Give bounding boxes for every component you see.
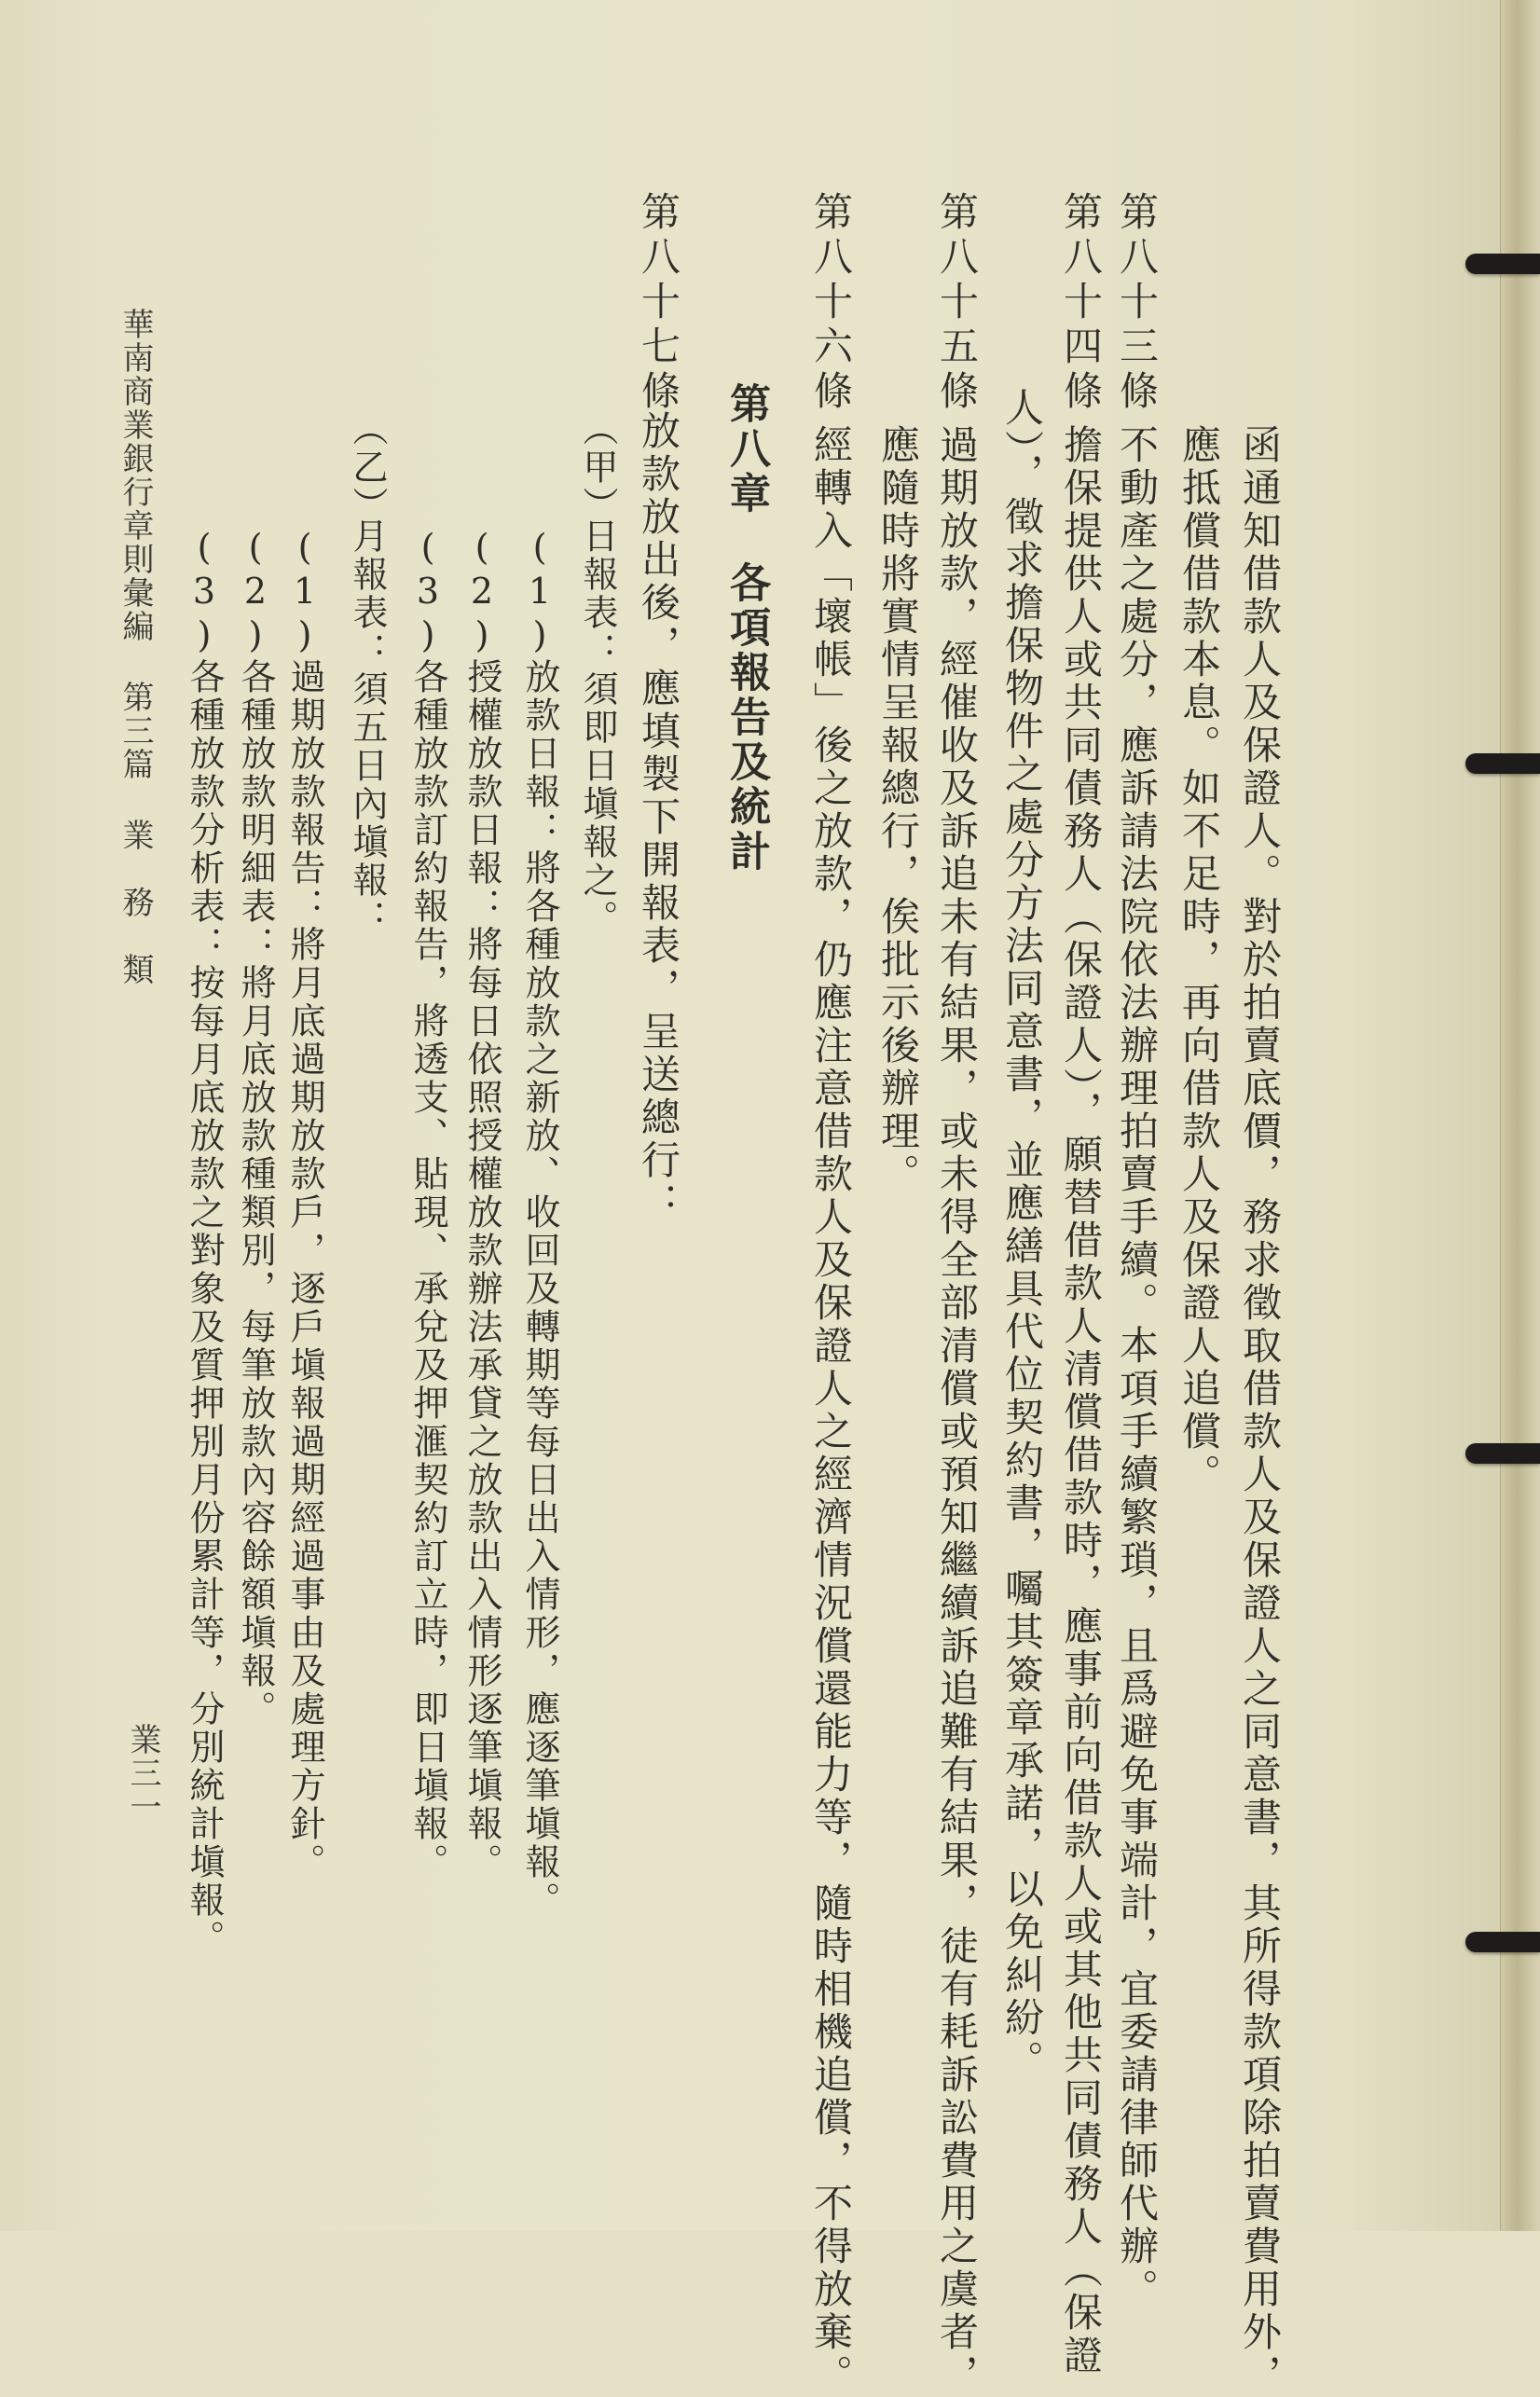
item-number: (1) — [519, 527, 560, 658]
section-a-item-3 — [407, 527, 448, 1881]
book-spine — [1500, 0, 1540, 2231]
article-85-text-1: 過期放款，經催收及訴追未有結果，或未得全部清償或預知繼續訴追難有結果，徒有耗訴訟費用之虞者， — [934, 424, 980, 2397]
article-85-number: 第八十五條 — [934, 191, 980, 415]
section-b-item-1 — [284, 527, 325, 1881]
section-a-title: 日報表：須即日塡報之。 — [577, 517, 618, 938]
continuation-line-1: 函通知借款人及保證人。對於拍賣底價，務求徵取借款人及保證人之同意書，其所得款項除拍賣費用外， — [1237, 424, 1283, 2397]
section-a-item-1 — [519, 527, 560, 1920]
article-85-text-2: 應隨時將實情呈報總行，俟批示後辦理。 — [875, 424, 921, 1196]
continuation-line-2: 應抵償借款本息。如不足時，再向借款人及保證人追償。 — [1176, 424, 1222, 1496]
binding-ring-1 — [1465, 254, 1540, 274]
item-text: 各種放款明細表：將月底放款種類別，每筆放款內容餘額塡報。 — [235, 658, 276, 1729]
article-84-text-1: 擔保提供人或共同債務人（保證人），願替借款人清償借款時，應事前向借款人或其他共同債務人（保證 — [1058, 424, 1104, 2377]
binding-ring-3 — [1465, 1443, 1540, 1464]
article-84-number: 第八十四條 — [1058, 191, 1104, 415]
item-number: (2) — [235, 527, 276, 658]
item-text: 放款日報：將各種放款之新放、收回及轉期等每日出入情形，應逐筆塡報。 — [519, 658, 560, 1920]
section-a-item-2 — [461, 527, 502, 1881]
item-number: (3) — [407, 527, 448, 658]
part-label: 第三篇 — [117, 681, 154, 781]
item-text: 各種放款分析表：按每月底放款之對象及質押別月份累計等，分別統計塡報。 — [184, 658, 225, 1958]
chapter-heading: 第八章 各項報告及統計 — [722, 382, 770, 875]
item-number: (2) — [461, 527, 502, 658]
section-b-label: （乙） — [347, 410, 388, 525]
item-text: 過期放款報告：將月底過期放款戶，逐戶塡報過期經過事由及處理方針。 — [284, 658, 325, 1881]
footer-running-title — [117, 308, 154, 986]
section-b-title: 月報表：須五日內塡報： — [347, 517, 388, 938]
item-text: 各種放款訂約報告，將透支、貼現、承兌及押滙契約訂立時，即日塡報。 — [407, 658, 448, 1881]
section-a-label: （甲） — [577, 410, 618, 525]
article-86-number: 第八十六條 — [808, 191, 854, 415]
binding-ring-4 — [1465, 1932, 1540, 1952]
item-text: 授權放款日報：將每日依照授權放款辦法承貸之放款出入情形逐筆塡報。 — [461, 658, 502, 1881]
category-label: 業 務 類 — [117, 819, 154, 986]
section-b-item-2 — [235, 527, 276, 1729]
binding-ring-2 — [1465, 753, 1540, 774]
article-83-text: 不動產之處分，應訴請法院依法辦理拍賣手續。本項手續繁瑣，且爲避免事端計，宜委請律師代辦。 — [1114, 424, 1160, 2311]
item-number: (1) — [284, 527, 325, 658]
section-b-item-3 — [184, 527, 225, 1958]
article-84-text-2: 人），徵求擔保物件之處分方法同意書，並應繕具代位契約書，囑其簽章承諾，以免糾紛。 — [999, 387, 1045, 2083]
item-number: (3) — [184, 527, 225, 658]
book-title: 華南商業銀行章則彙編 — [117, 308, 154, 643]
article-87-number: 第八十七條 — [636, 191, 681, 415]
article-86-text: 經轉入「壞帳」後之放款，仍應注意借款人及保證人之經濟情況償還能力等，隨時相機追償，不得放棄。 — [808, 424, 854, 2397]
article-83-number: 第八十三條 — [1114, 191, 1160, 415]
page-number: 業三一 — [124, 1723, 161, 1824]
article-87-intro: 放款放出後，應填製下開報表，呈送總行： — [636, 410, 681, 1225]
